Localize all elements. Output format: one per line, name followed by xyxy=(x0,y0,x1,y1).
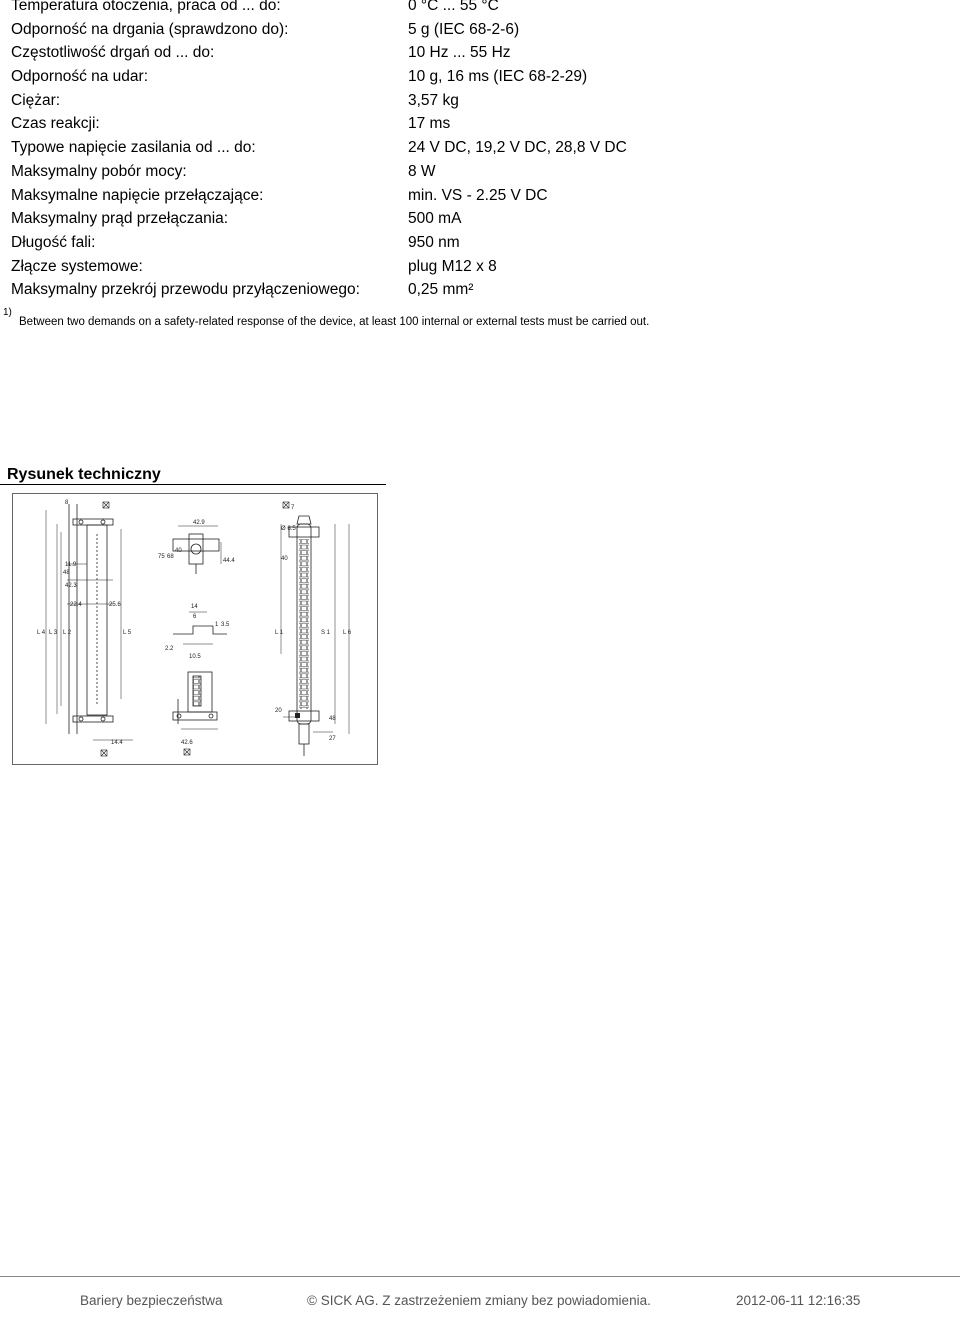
dim-label: 40 xyxy=(281,556,288,562)
spec-value: plug M12 x 8 xyxy=(408,257,497,275)
spec-value: 0,25 mm² xyxy=(408,281,474,299)
spec-row xyxy=(11,278,941,302)
dim-label: 68 xyxy=(167,554,174,560)
dim-label: L 1 xyxy=(275,630,284,636)
spec-label: Maksymalny pobór mocy: xyxy=(11,162,187,180)
bracket-detail xyxy=(173,612,227,644)
spec-value: 24 V DC, 19,2 V DC, 28,8 V DC xyxy=(408,139,627,157)
spec-label: Złącze systemowe: xyxy=(11,257,143,275)
front-view xyxy=(281,502,349,756)
spec-label: Ciężar: xyxy=(11,91,61,109)
spec-label: Odporność na drgania (sprawdzono do): xyxy=(11,20,289,38)
dim-label: 25.6 xyxy=(109,602,121,608)
footer-divider xyxy=(0,1276,960,1277)
dim-label: 48 xyxy=(63,570,70,576)
technical-drawing-svg xyxy=(13,494,377,764)
spec-label: Typowe napięcie zasilania od ... do: xyxy=(11,139,256,157)
dim-label: 3.5 xyxy=(221,622,230,628)
dim-label: 10.5 xyxy=(189,654,201,660)
spec-label: Maksymalny przekrój przewodu przyłączeniowego: xyxy=(11,281,360,299)
footer-timestamp: 2012-06-11 12:16:35 xyxy=(736,1293,861,1308)
spec-label: Odporność na udar: xyxy=(11,68,149,86)
dim-label: 6 xyxy=(193,614,197,620)
dim-label: 42.9 xyxy=(193,520,205,526)
dim-label: 42.3 xyxy=(65,583,77,589)
dim-label: 75 xyxy=(158,554,165,560)
spec-row xyxy=(11,65,941,89)
dim-label: 11.9 xyxy=(65,562,77,568)
dim-label: 1 xyxy=(215,622,219,628)
spec-row xyxy=(11,136,941,160)
dim-label: 14.4 xyxy=(111,740,123,746)
section-title: Rysunek techniczny xyxy=(7,466,161,483)
spec-label: Maksymalne napięcie przełączające: xyxy=(11,186,264,204)
spec-row xyxy=(11,18,941,42)
spec-value: 500 mA xyxy=(408,210,462,228)
dim-label: 44.4 xyxy=(223,558,235,564)
dim-label: 40 xyxy=(175,548,182,554)
dim-label: 8 xyxy=(65,500,69,506)
spec-label: Czas reakcji: xyxy=(11,115,100,133)
spec-row xyxy=(11,0,941,18)
dim-label: 42.6 xyxy=(181,740,193,746)
spec-value: 10 g, 16 ms (IEC 68-2-29) xyxy=(408,68,588,86)
spec-value: 17 ms xyxy=(408,115,451,133)
dim-label: 2.2 xyxy=(165,646,174,652)
section-divider xyxy=(0,484,386,485)
spec-label: Temperatura otoczenia, praca od ... do: xyxy=(11,0,281,14)
spec-value: 10 Hz ... 55 Hz xyxy=(408,44,511,62)
spec-row xyxy=(11,160,941,184)
footer-product: Bariery bezpieczeństwa xyxy=(80,1293,223,1308)
footnote-text: Between two demands on a safety-related response of the device, at least 100 internal or external tests must be carried out. xyxy=(19,316,650,328)
dim-label: 7 xyxy=(291,505,295,511)
spec-label: Częstotliwość drgań od ... do: xyxy=(11,44,215,62)
dim-label: 27 xyxy=(329,736,336,742)
dim-label: L 2 xyxy=(63,630,72,636)
spec-value: 950 nm xyxy=(408,233,460,251)
dim-label: Ø 6.5 xyxy=(281,526,296,532)
spec-table xyxy=(11,0,941,302)
dim-label: 14 xyxy=(191,604,198,610)
spec-row xyxy=(11,41,941,65)
dim-label: S 1 xyxy=(321,630,331,636)
spec-value: 8 W xyxy=(408,162,436,180)
dim-label: L 3 xyxy=(49,630,58,636)
spec-value: 0 °C ... 55 °C xyxy=(408,0,499,14)
spec-row xyxy=(11,112,941,136)
dim-label: L 5 xyxy=(123,630,132,636)
spec-row xyxy=(11,207,941,231)
dim-label: 22.4 xyxy=(70,602,82,608)
spec-row xyxy=(11,89,941,113)
spec-row xyxy=(11,231,941,255)
dim-label: 48 xyxy=(329,716,336,722)
spec-value: min. VS - 2.25 V DC xyxy=(408,186,548,204)
side-view xyxy=(46,502,133,756)
connector-detail xyxy=(173,672,218,755)
spec-row xyxy=(11,255,941,279)
technical-drawing xyxy=(12,493,378,765)
footer-copyright: © SICK AG. Z zastrzeżeniem zmiany bez powiadomienia. xyxy=(307,1293,651,1308)
spec-label: Maksymalny prąd przełączania: xyxy=(11,210,229,228)
spec-value: 3,57 kg xyxy=(408,91,459,109)
spec-label: Długość fali: xyxy=(11,233,96,251)
dim-label: L 6 xyxy=(343,630,352,636)
spec-row xyxy=(11,184,941,208)
dim-label: 20 xyxy=(275,708,282,714)
spec-value: 5 g (IEC 68-2-6) xyxy=(408,20,520,38)
footnote-mark: 1) xyxy=(3,307,12,318)
dim-label: L 4 xyxy=(37,630,46,636)
